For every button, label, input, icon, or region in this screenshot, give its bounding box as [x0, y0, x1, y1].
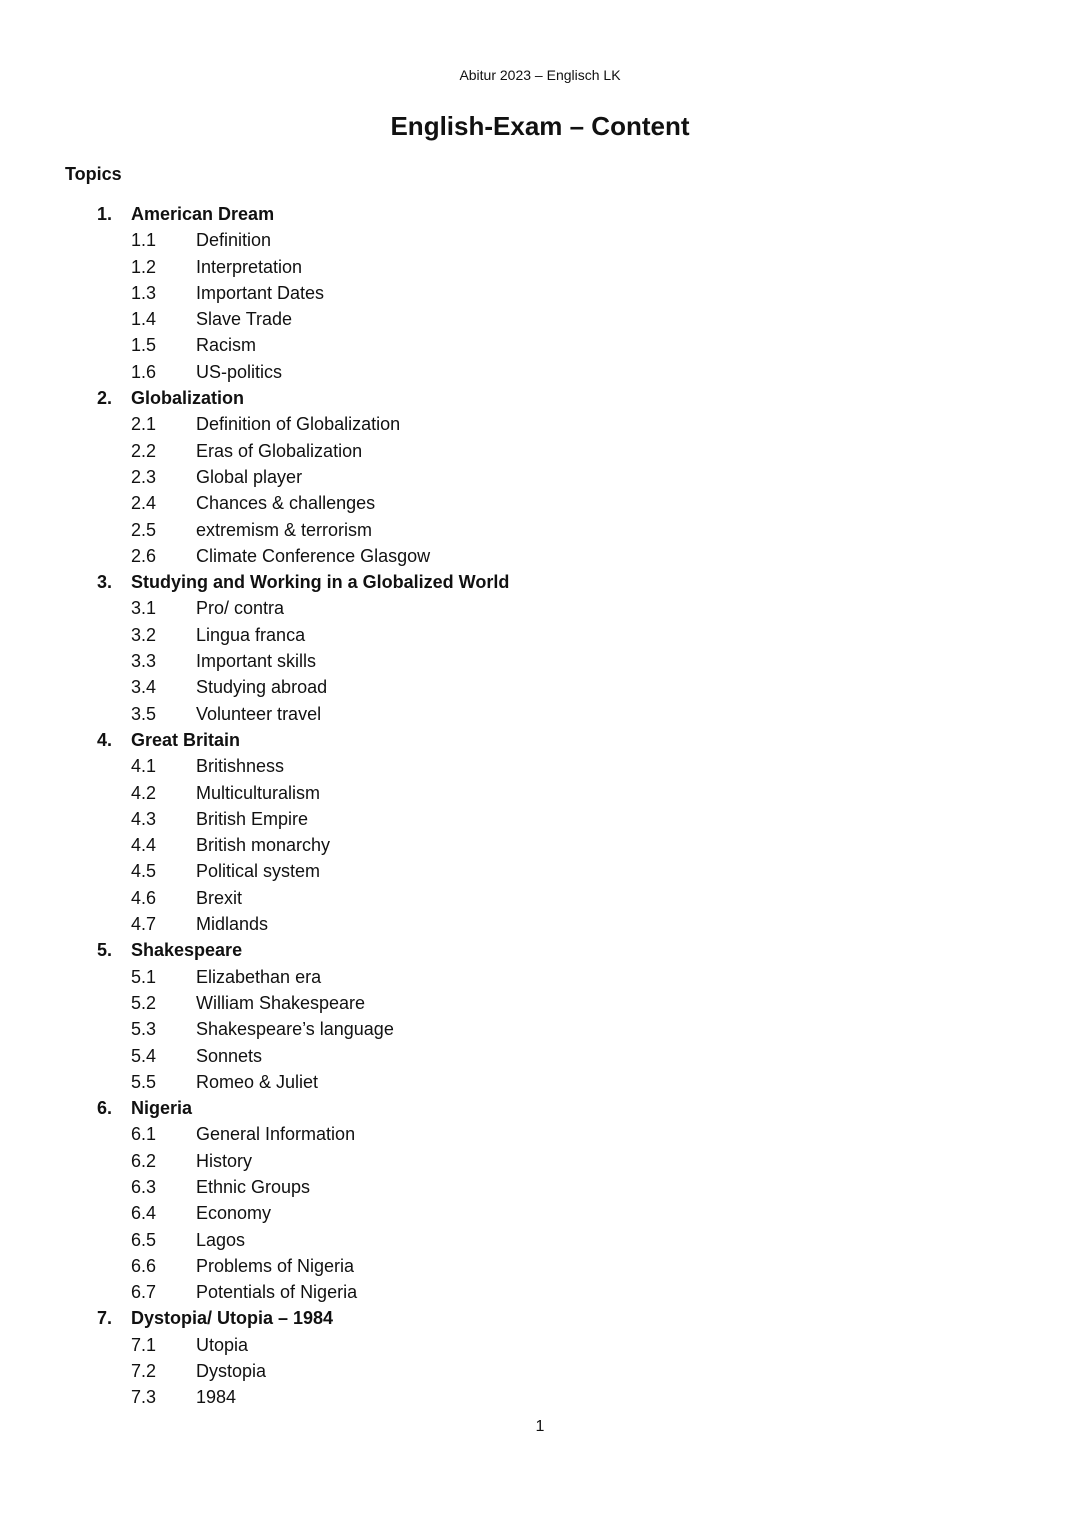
toc-subtopic — [0, 411, 1080, 437]
subtopic-number: 7.3 — [131, 1387, 157, 1408]
toc-subtopic — [0, 674, 1080, 700]
topic-number: 5. — [97, 940, 113, 961]
section-label-topics: Topics — [65, 164, 122, 184]
subtopic-number: 6.1 — [131, 1124, 157, 1145]
toc-subtopic — [0, 490, 1080, 516]
subtopic-number: 5.4 — [131, 1045, 157, 1066]
subtopic-title: Racism — [196, 335, 257, 356]
subtopic-number: 1.4 — [131, 309, 157, 330]
topic-title: Studying and Working in a Globalized World — [131, 572, 510, 593]
subtopic-number: 4.5 — [131, 861, 157, 882]
toc-subtopic — [0, 306, 1080, 332]
subtopic-title: Ethnic Groups — [196, 1176, 311, 1197]
toc-subtopic — [0, 1069, 1080, 1095]
subtopic-number: 6.7 — [131, 1282, 157, 1303]
toc-subtopic — [0, 464, 1080, 490]
topic-number: 7. — [97, 1308, 113, 1329]
running-header: Abitur 2023 – Englisch LK — [459, 67, 621, 83]
topic-title: Globalization — [131, 388, 245, 409]
subtopic-number: 4.1 — [131, 756, 157, 777]
subtopic-title: Problems of Nigeria — [196, 1255, 355, 1276]
toc-topic — [0, 1305, 1080, 1331]
subtopic-title: General Information — [196, 1124, 356, 1145]
subtopic-number: 6.2 — [131, 1150, 157, 1171]
subtopic-title: Important Dates — [196, 282, 325, 303]
topic-number: 3. — [97, 572, 113, 593]
toc-subtopic — [0, 806, 1080, 832]
subtopic-number: 3.1 — [131, 598, 157, 619]
toc-topic — [0, 569, 1080, 595]
subtopic-title: Political system — [196, 861, 321, 882]
topic-title: Great Britain — [131, 729, 241, 750]
toc-subtopic — [0, 858, 1080, 884]
toc-subtopic — [0, 280, 1080, 306]
subtopic-title: 1984 — [196, 1387, 237, 1408]
subtopic-title: Brexit — [196, 887, 243, 908]
subtopic-title: US-politics — [196, 361, 283, 382]
subtopic-title: Britishness — [196, 756, 285, 777]
subtopic-number: 5.2 — [131, 992, 157, 1013]
toc-subtopic — [0, 1384, 1080, 1410]
subtopic-number: 5.5 — [131, 1071, 157, 1092]
subtopic-title: Romeo & Juliet — [196, 1071, 319, 1092]
toc-subtopic — [0, 885, 1080, 911]
toc-subtopic — [0, 438, 1080, 464]
toc-subtopic — [0, 517, 1080, 543]
toc-topic — [0, 727, 1080, 753]
toc-subtopic — [0, 780, 1080, 806]
toc-topic — [0, 385, 1080, 411]
toc-subtopic — [0, 359, 1080, 385]
subtopic-number: 6.3 — [131, 1176, 157, 1197]
toc-topic — [0, 1095, 1080, 1121]
toc-subtopic — [0, 1200, 1080, 1226]
subtopic-title: British monarchy — [196, 835, 331, 856]
table-of-contents — [0, 201, 1080, 1411]
subtopic-title: Midlands — [196, 914, 269, 935]
subtopic-title: Pro/ contra — [196, 598, 285, 619]
toc-subtopic — [0, 1227, 1080, 1253]
topic-title: Shakespeare — [131, 940, 243, 961]
subtopic-title: Slave Trade — [196, 309, 293, 330]
subtopic-number: 7.2 — [131, 1361, 157, 1382]
toc-subtopic — [0, 1148, 1080, 1174]
subtopic-title: Volunteer travel — [196, 703, 322, 724]
subtopic-number: 1.3 — [131, 282, 157, 303]
topic-title: American Dream — [131, 204, 275, 224]
subtopic-title: Lingua franca — [196, 624, 306, 645]
subtopic-number: 4.4 — [131, 835, 157, 856]
subtopic-title: Lagos — [196, 1229, 246, 1250]
subtopic-number: 2.4 — [131, 493, 157, 514]
subtopic-title: William Shakespeare — [196, 992, 366, 1013]
toc-subtopic — [0, 332, 1080, 358]
subtopic-title: Important skills — [196, 651, 317, 672]
subtopic-number: 3.2 — [131, 624, 157, 645]
topic-number: 6. — [97, 1098, 113, 1119]
subtopic-number: 5.3 — [131, 1019, 157, 1040]
subtopic-number: 1.6 — [131, 361, 157, 382]
toc-subtopic — [0, 648, 1080, 674]
subtopic-number: 4.6 — [131, 887, 157, 908]
topic-number: 4. — [97, 729, 113, 750]
topic-number: 2. — [97, 388, 113, 409]
page-number: 1 — [535, 1418, 545, 1435]
subtopic-title: Shakespeare’s language — [196, 1019, 394, 1040]
subtopic-number: 2.2 — [131, 440, 157, 461]
subtopic-number: 2.6 — [131, 545, 157, 566]
toc-subtopic — [0, 701, 1080, 727]
subtopic-number: 6.4 — [131, 1203, 157, 1224]
subtopic-number: 3.4 — [131, 677, 157, 698]
subtopic-title: Chances & challenges — [196, 493, 376, 514]
toc-subtopic — [0, 227, 1080, 253]
toc-subtopic — [0, 1174, 1080, 1200]
subtopic-number: 2.5 — [131, 519, 157, 540]
subtopic-number: 5.1 — [131, 966, 157, 987]
subtopic-number: 3.5 — [131, 703, 157, 724]
subtopic-number: 3.3 — [131, 651, 157, 672]
toc-subtopic — [0, 1279, 1080, 1305]
document-title: English-Exam – Content — [390, 111, 690, 141]
toc-topic — [0, 937, 1080, 963]
topic-title: Dystopia/ Utopia – 1984 — [131, 1308, 334, 1329]
subtopic-title: Potentials of Nigeria — [196, 1282, 358, 1303]
toc-subtopic — [0, 1358, 1080, 1384]
subtopic-title: Studying abroad — [196, 677, 328, 698]
toc-subtopic — [0, 1332, 1080, 1358]
subtopic-title: Global player — [196, 466, 303, 487]
subtopic-number: 1.1 — [131, 230, 157, 251]
subtopic-number: 2.1 — [131, 414, 157, 435]
subtopic-number: 1.5 — [131, 335, 157, 356]
subtopic-number: 6.5 — [131, 1229, 157, 1250]
toc-subtopic — [0, 622, 1080, 648]
toc-subtopic — [0, 832, 1080, 858]
subtopic-number: 7.1 — [131, 1334, 157, 1355]
topic-title: Nigeria — [131, 1098, 193, 1119]
toc-subtopic — [0, 990, 1080, 1016]
subtopic-title: Sonnets — [196, 1045, 263, 1066]
subtopic-title: Interpretation — [196, 256, 303, 277]
toc-subtopic — [0, 595, 1080, 621]
toc-subtopic — [0, 1016, 1080, 1042]
subtopic-number: 4.3 — [131, 808, 157, 829]
toc-subtopic — [0, 543, 1080, 569]
toc-subtopic — [0, 254, 1080, 280]
subtopic-title: Utopia — [196, 1334, 249, 1355]
subtopic-title: British Empire — [196, 808, 309, 829]
subtopic-title: Dystopia — [196, 1361, 267, 1382]
toc-topic — [0, 201, 1080, 227]
toc-subtopic — [0, 911, 1080, 937]
subtopic-title: Eras of Globalization — [196, 440, 363, 461]
subtopic-title: Definition of Globalization — [196, 414, 401, 435]
subtopic-title: Climate Conference Glasgow — [196, 545, 431, 566]
toc-subtopic — [0, 1043, 1080, 1069]
toc-subtopic — [0, 964, 1080, 990]
subtopic-number: 2.3 — [131, 466, 157, 487]
subtopic-title: Multiculturalism — [196, 782, 321, 803]
subtopic-title: extremism & terrorism — [196, 519, 373, 540]
subtopic-title: Economy — [196, 1203, 272, 1224]
toc-subtopic — [0, 1121, 1080, 1147]
subtopic-title: Definition — [196, 230, 272, 251]
topic-number: 1. — [97, 204, 113, 224]
subtopic-title: History — [196, 1150, 253, 1171]
subtopic-number: 6.6 — [131, 1255, 157, 1276]
toc-subtopic — [0, 753, 1080, 779]
subtopic-number: 4.2 — [131, 782, 157, 803]
subtopic-number: 4.7 — [131, 914, 157, 935]
subtopic-title: Elizabethan era — [196, 966, 322, 987]
subtopic-number: 1.2 — [131, 256, 157, 277]
toc-subtopic — [0, 1253, 1080, 1279]
